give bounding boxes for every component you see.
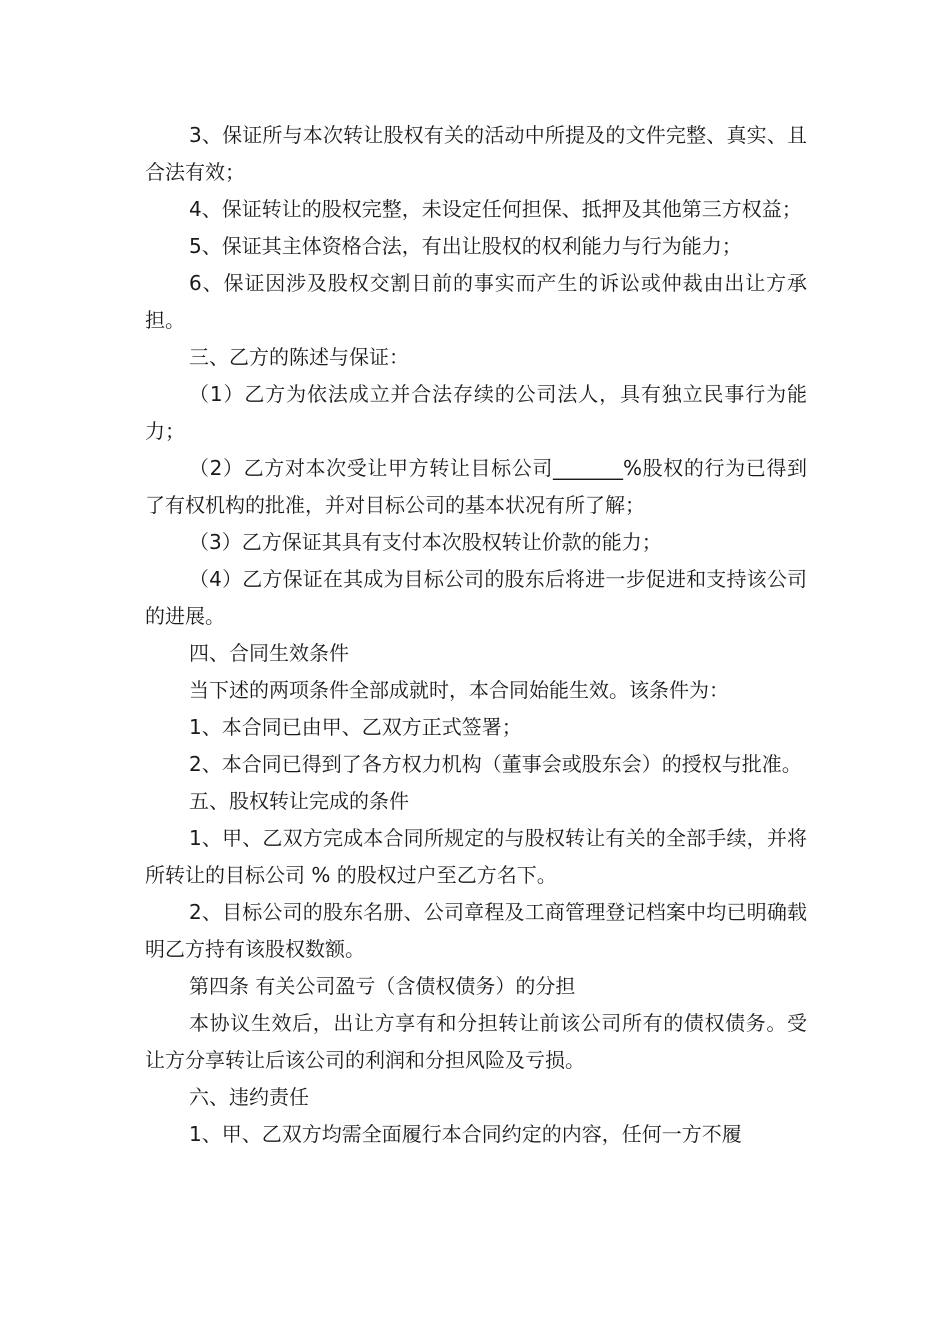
paragraph-effective-2: 2、本合同已得到了各方权力机构（董事会或股东会）的授权与批准。 <box>189 752 802 776</box>
paragraph-liability-1: 1、甲、乙双方均需全面履行本合同约定的内容，任何一方不履 <box>189 1122 742 1146</box>
paragraph-profit-loss: 本协议生效后，出让方享有和分担转让前该公司所有的债权债务。受让方分享转让后该公司的利润和分担风险及亏损。 <box>145 1011 807 1072</box>
paragraph-guarantee-6: 6、保证因涉及股权交割日前的事实而产生的诉讼或仲裁由出让方承担。 <box>145 271 807 332</box>
paragraph-completion-2: 2、目标公司的股东名册、公司章程及工商管理登记档案中均已明确载明乙方持有该股权数额。 <box>145 900 807 961</box>
paragraph-guarantee-5: 5、保证其主体资格合法，有出让股权的权利能力与行为能力； <box>189 234 742 258</box>
paragraph-guarantee-3: 3、保证所与本次转让股权有关的活动中所提及的文件完整、真实、且合法有效； <box>145 123 807 184</box>
paragraph-party-b-4: （4）乙方保证在其成为目标公司的股东后将进一步促进和支持该公司的进展。 <box>145 567 807 628</box>
paragraph-completion-1: 1、甲、乙双方完成本合同所规定的与股权转让有关的全部手续，并将所转让的目标公司 % 的股权过户至乙方名下。 <box>145 826 807 887</box>
section-heading-effective-conditions: 四、合同生效条件 <box>189 641 349 665</box>
paragraph-effective-1: 1、本合同已由甲、乙双方正式签署； <box>189 715 522 739</box>
paragraph-party-b-2: （2）乙方对本次受让甲方转让目标公司_______%股权的行为已得到了有权机构的批准，并对目标公司的基本状况有所了解； <box>145 456 807 517</box>
section-heading-liability: 六、违约责任 <box>189 1085 309 1109</box>
article-heading-profit-loss: 第四条 有关公司盈亏（含债权债务）的分担 <box>189 974 576 998</box>
section-heading-party-b: 三、乙方的陈述与保证： <box>189 345 409 369</box>
paragraph-effective-intro: 当下述的两项条件全部成就时，本合同始能生效。该条件为： <box>189 678 729 702</box>
paragraph-guarantee-4: 4、保证转让的股权完整，未设定任何担保、抵押及其他第三方权益； <box>189 197 802 221</box>
paragraph-party-b-3: （3）乙方保证其具有支付本次股权转让价款的能力； <box>189 530 662 554</box>
paragraph-party-b-1: （1）乙方为依法成立并合法存续的公司法人，具有独立民事行为能力； <box>145 382 807 443</box>
document-body <box>145 117 807 1153</box>
section-heading-transfer-completion: 五、股权转让完成的条件 <box>189 789 409 813</box>
